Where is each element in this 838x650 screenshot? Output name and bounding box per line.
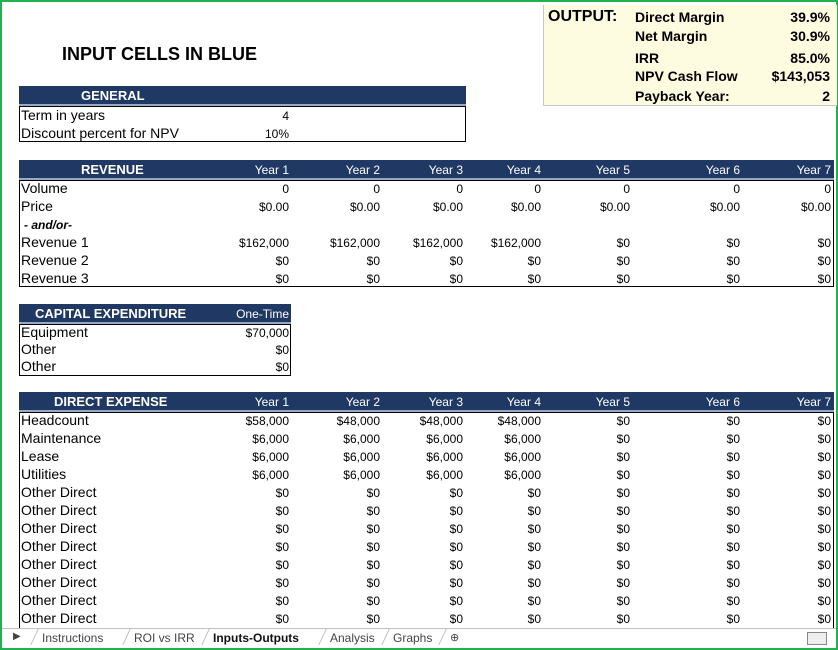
expense-row-label: Utilities bbox=[21, 466, 67, 482]
expense-cell[interactable]: $0 bbox=[817, 576, 831, 590]
expense-cell[interactable]: $0 bbox=[726, 486, 740, 500]
expense-cell[interactable]: $0 bbox=[726, 432, 740, 446]
expense-cell[interactable]: $0 bbox=[726, 414, 740, 428]
revenue-table bbox=[19, 180, 834, 287]
year-column-header: Year 4 bbox=[506, 163, 541, 177]
expense-row-label: Other Direct bbox=[21, 610, 97, 626]
and-or-note: - and/or- bbox=[24, 218, 72, 232]
general-header-title: GENERAL bbox=[81, 88, 145, 103]
output-metric-name: NPV Cash Flow bbox=[635, 68, 738, 84]
revenue-cell[interactable]: 0 bbox=[733, 182, 740, 196]
revenue-cell[interactable]: $0 bbox=[817, 272, 831, 286]
capex-header bbox=[19, 304, 291, 324]
expense-row-label: Other Direct bbox=[21, 484, 97, 500]
expense-cell[interactable]: $0 bbox=[527, 540, 541, 554]
expense-cell[interactable]: $58,000 bbox=[245, 414, 289, 428]
expense-cell[interactable]: $0 bbox=[366, 576, 380, 590]
expense-row-label: Headcount bbox=[21, 412, 89, 428]
expense-cell[interactable]: $0 bbox=[527, 576, 541, 590]
expense-cell[interactable]: $0 bbox=[726, 540, 740, 554]
tab-divider bbox=[30, 629, 38, 645]
expense-row-label: Other Direct bbox=[21, 520, 97, 536]
revenue-cell[interactable]: 0 bbox=[456, 182, 463, 196]
revenue-row-label: Revenue 3 bbox=[21, 270, 89, 286]
expense-cell[interactable]: $6,000 bbox=[426, 432, 463, 446]
sheet-tab[interactable]: Graphs bbox=[393, 631, 433, 645]
expense-row-label: Other Direct bbox=[21, 592, 97, 608]
output-label: OUTPUT: bbox=[548, 8, 618, 25]
expense-cell[interactable]: $6,000 bbox=[252, 450, 289, 464]
expense-cell[interactable]: $0 bbox=[616, 558, 630, 572]
expense-row-label: Other Direct bbox=[21, 502, 97, 518]
year-column-header: Year 3 bbox=[428, 163, 463, 177]
expense-cell[interactable]: $6,000 bbox=[252, 468, 289, 482]
expense-cell[interactable]: $0 bbox=[449, 576, 463, 590]
expense-cell[interactable]: $0 bbox=[527, 522, 541, 536]
revenue-cell[interactable]: $162,000 bbox=[490, 236, 541, 250]
capex-row-label: Equipment bbox=[21, 324, 88, 340]
capex-column-header: One-Time bbox=[236, 307, 289, 321]
expense-cell[interactable]: $0 bbox=[726, 450, 740, 464]
expense-cell[interactable]: $0 bbox=[616, 540, 630, 554]
expense-cell[interactable]: $0 bbox=[527, 594, 541, 608]
revenue-cell[interactable]: $0 bbox=[449, 272, 463, 286]
expense-row-label: Other Direct bbox=[21, 538, 97, 554]
expense-cell[interactable]: $48,000 bbox=[419, 414, 463, 428]
expense-cell[interactable]: $0 bbox=[616, 450, 630, 464]
revenue-cell[interactable]: $0 bbox=[817, 236, 831, 250]
expense-cell[interactable]: $0 bbox=[366, 594, 380, 608]
expense-cell[interactable]: $0 bbox=[616, 414, 630, 428]
revenue-cell[interactable]: $0.00 bbox=[709, 200, 740, 214]
direct-expense-header-title: DIRECT EXPENSE bbox=[54, 394, 168, 409]
expense-cell[interactable]: $0 bbox=[366, 558, 380, 572]
expense-cell[interactable]: $0 bbox=[275, 594, 289, 608]
output-metric-value: 30.9% bbox=[790, 28, 830, 44]
horizontal-scrollbar[interactable] bbox=[807, 632, 827, 645]
revenue-cell[interactable]: $0 bbox=[616, 236, 630, 250]
expense-cell[interactable]: $0 bbox=[817, 432, 831, 446]
sheet-tab[interactable]: Instructions bbox=[42, 631, 104, 645]
expense-cell[interactable]: $0 bbox=[817, 612, 831, 626]
expense-cell[interactable]: $0 bbox=[275, 612, 289, 626]
expense-cell[interactable]: $0 bbox=[527, 612, 541, 626]
expense-cell[interactable]: $6,000 bbox=[504, 450, 541, 464]
capex-header-title: CAPITAL EXPENDITURE bbox=[35, 306, 187, 321]
sheet-tab[interactable]: Analysis bbox=[330, 631, 375, 645]
tab-divider bbox=[201, 629, 209, 645]
expense-cell[interactable]: $6,000 bbox=[343, 432, 380, 446]
capex-cell[interactable]: $70,000 bbox=[245, 326, 289, 340]
revenue-row-label: Price bbox=[21, 198, 53, 214]
expense-cell[interactable]: $0 bbox=[616, 612, 630, 626]
expense-cell[interactable]: $0 bbox=[449, 558, 463, 572]
sheet-tab-bar bbox=[2, 628, 836, 647]
tab-divider bbox=[381, 629, 389, 645]
capex-cell[interactable]: $0 bbox=[275, 360, 289, 374]
output-metric-name: Direct Margin bbox=[635, 9, 725, 25]
revenue-cell[interactable]: $0.00 bbox=[258, 200, 289, 214]
revenue-cell[interactable]: $162,000 bbox=[238, 236, 289, 250]
expense-cell[interactable]: $0 bbox=[275, 486, 289, 500]
expense-cell[interactable]: $0 bbox=[817, 540, 831, 554]
year-column-header: Year 7 bbox=[796, 395, 831, 409]
expense-cell[interactable]: $6,000 bbox=[504, 432, 541, 446]
revenue-cell[interactable]: $0 bbox=[527, 254, 541, 268]
year-column-header: Year 4 bbox=[506, 395, 541, 409]
expense-cell[interactable]: $0 bbox=[275, 558, 289, 572]
expense-cell[interactable]: $0 bbox=[726, 522, 740, 536]
tab-scroll-arrow-icon[interactable]: ▶ bbox=[13, 631, 21, 642]
general-row-value[interactable]: 10% bbox=[264, 127, 289, 141]
tab-divider bbox=[438, 629, 446, 645]
revenue-cell[interactable]: $0 bbox=[275, 272, 289, 286]
expense-cell[interactable]: $0 bbox=[726, 612, 740, 626]
revenue-cell[interactable]: $0 bbox=[726, 236, 740, 250]
direct-expense-header bbox=[19, 392, 834, 412]
expense-cell[interactable]: $0 bbox=[726, 504, 740, 518]
page-title: INPUT CELLS IN BLUE bbox=[62, 44, 258, 64]
revenue-cell[interactable]: $0 bbox=[726, 272, 740, 286]
expense-cell[interactable]: $0 bbox=[449, 504, 463, 518]
revenue-cell[interactable]: $0 bbox=[527, 272, 541, 286]
year-column-header: Year 5 bbox=[595, 395, 630, 409]
new-sheet-icon[interactable]: ⊕ bbox=[450, 632, 460, 644]
expense-cell[interactable]: $6,000 bbox=[343, 450, 380, 464]
revenue-cell[interactable]: $0.00 bbox=[599, 200, 630, 214]
expense-cell[interactable]: $0 bbox=[616, 504, 630, 518]
output-metric-name: Net Margin bbox=[635, 28, 708, 44]
output-metric-value: 39.9% bbox=[790, 9, 830, 25]
expense-cell[interactable]: $6,000 bbox=[343, 468, 380, 482]
general-row-value[interactable]: 4 bbox=[282, 109, 289, 123]
expense-cell[interactable]: $0 bbox=[616, 486, 630, 500]
sheet-tab[interactable]: ROI vs IRR bbox=[134, 631, 195, 645]
expense-row-label: Other Direct bbox=[21, 574, 97, 590]
revenue-cell[interactable]: $0 bbox=[366, 272, 380, 286]
expense-cell[interactable]: $0 bbox=[449, 486, 463, 500]
revenue-cell[interactable]: 0 bbox=[534, 182, 541, 196]
expense-cell[interactable]: $0 bbox=[366, 504, 380, 518]
revenue-row-label: Revenue 1 bbox=[21, 234, 89, 250]
revenue-cell[interactable]: $0.00 bbox=[510, 200, 541, 214]
expense-cell[interactable]: $0 bbox=[449, 612, 463, 626]
expense-cell[interactable]: $6,000 bbox=[426, 450, 463, 464]
year-column-header: Year 2 bbox=[345, 163, 380, 177]
expense-cell[interactable]: $0 bbox=[817, 468, 831, 482]
expense-row-label: Maintenance bbox=[21, 430, 102, 446]
expense-cell[interactable]: $0 bbox=[616, 576, 630, 590]
capex-cell[interactable]: $0 bbox=[275, 343, 289, 357]
revenue-cell[interactable]: $0.00 bbox=[349, 200, 380, 214]
expense-cell[interactable]: $0 bbox=[817, 414, 831, 428]
year-column-header: Year 6 bbox=[705, 163, 740, 177]
year-column-header: Year 2 bbox=[345, 395, 380, 409]
expense-cell[interactable]: $0 bbox=[726, 576, 740, 590]
expense-cell[interactable]: $0 bbox=[275, 576, 289, 590]
year-column-header: Year 7 bbox=[796, 163, 831, 177]
capex-row-label: Other bbox=[21, 341, 57, 357]
expense-cell[interactable]: $6,000 bbox=[504, 468, 541, 482]
general-row-label: Discount percent for NPV bbox=[21, 125, 179, 141]
capex-row-label: Other bbox=[21, 358, 57, 374]
expense-cell[interactable]: $0 bbox=[527, 504, 541, 518]
expense-cell[interactable]: $0 bbox=[726, 468, 740, 482]
expense-cell[interactable]: $0 bbox=[817, 486, 831, 500]
expense-cell[interactable]: $0 bbox=[616, 432, 630, 446]
expense-cell[interactable]: $0 bbox=[449, 594, 463, 608]
tab-divider bbox=[122, 629, 130, 645]
sheet-tab[interactable]: Inputs-Outputs bbox=[213, 631, 299, 645]
revenue-cell[interactable]: 0 bbox=[282, 182, 289, 196]
expense-cell[interactable]: $48,000 bbox=[497, 414, 541, 428]
expense-cell[interactable]: $0 bbox=[527, 558, 541, 572]
revenue-cell[interactable]: $0 bbox=[726, 254, 740, 268]
expense-cell[interactable]: $0 bbox=[726, 558, 740, 572]
expense-cell[interactable]: $0 bbox=[275, 504, 289, 518]
expense-cell[interactable]: $0 bbox=[275, 522, 289, 536]
revenue-cell[interactable]: $0 bbox=[366, 254, 380, 268]
revenue-cell[interactable]: 0 bbox=[373, 182, 380, 196]
revenue-cell[interactable]: $0 bbox=[449, 254, 463, 268]
expense-cell[interactable]: $0 bbox=[726, 594, 740, 608]
expense-cell[interactable]: $0 bbox=[817, 594, 831, 608]
expense-cell[interactable]: $0 bbox=[366, 540, 380, 554]
general-row-label: Term in years bbox=[21, 107, 106, 123]
expense-cell[interactable]: $0 bbox=[817, 522, 831, 536]
output-metric-value: $143,053 bbox=[771, 68, 830, 84]
expense-cell[interactable]: $0 bbox=[616, 468, 630, 482]
revenue-cell[interactable]: 0 bbox=[824, 182, 831, 196]
revenue-cell[interactable]: 0 bbox=[623, 182, 630, 196]
expense-cell[interactable]: $0 bbox=[616, 594, 630, 608]
revenue-row-label: Volume bbox=[21, 180, 68, 196]
expense-cell[interactable]: $0 bbox=[449, 522, 463, 536]
revenue-cell[interactable]: $0 bbox=[275, 254, 289, 268]
expense-row-label: Lease bbox=[21, 448, 60, 464]
output-metric-value: 2 bbox=[822, 88, 830, 104]
expense-cell[interactable]: $0 bbox=[366, 612, 380, 626]
expense-cell[interactable]: $0 bbox=[527, 486, 541, 500]
tab-divider bbox=[318, 629, 326, 645]
expense-cell[interactable]: $48,000 bbox=[336, 414, 380, 428]
revenue-cell[interactable]: $0 bbox=[616, 272, 630, 286]
year-column-header: Year 1 bbox=[254, 163, 289, 177]
year-column-header: Year 3 bbox=[428, 395, 463, 409]
revenue-cell[interactable]: $162,000 bbox=[329, 236, 380, 250]
year-column-header: Year 1 bbox=[254, 395, 289, 409]
output-metric-name: IRR bbox=[635, 50, 660, 66]
output-metric-value: 85.0% bbox=[790, 50, 830, 66]
revenue-cell[interactable]: $0.00 bbox=[800, 200, 831, 214]
revenue-row-label: Revenue 2 bbox=[21, 252, 89, 268]
expense-cell[interactable]: $0 bbox=[616, 522, 630, 536]
expense-cell[interactable]: $0 bbox=[275, 540, 289, 554]
expense-cell[interactable]: $6,000 bbox=[252, 432, 289, 446]
expense-cell[interactable]: $0 bbox=[817, 450, 831, 464]
revenue-cell[interactable]: $0.00 bbox=[432, 200, 463, 214]
revenue-header-title: REVENUE bbox=[81, 162, 144, 177]
expense-cell[interactable]: $0 bbox=[817, 558, 831, 572]
expense-cell[interactable]: $0 bbox=[449, 540, 463, 554]
output-metric-name: Payback Year: bbox=[635, 88, 730, 104]
expense-cell[interactable]: $0 bbox=[817, 504, 831, 518]
expense-cell[interactable]: $6,000 bbox=[426, 468, 463, 482]
revenue-cell[interactable]: $0 bbox=[616, 254, 630, 268]
revenue-header bbox=[19, 160, 834, 180]
general-header bbox=[19, 86, 466, 106]
revenue-cell[interactable]: $162,000 bbox=[412, 236, 463, 250]
expense-row-label: Other Direct bbox=[21, 556, 97, 572]
expense-cell[interactable]: $0 bbox=[366, 522, 380, 536]
expense-cell[interactable]: $0 bbox=[366, 486, 380, 500]
year-column-header: Year 6 bbox=[705, 395, 740, 409]
revenue-cell[interactable]: $0 bbox=[817, 254, 831, 268]
year-column-header: Year 5 bbox=[595, 163, 630, 177]
